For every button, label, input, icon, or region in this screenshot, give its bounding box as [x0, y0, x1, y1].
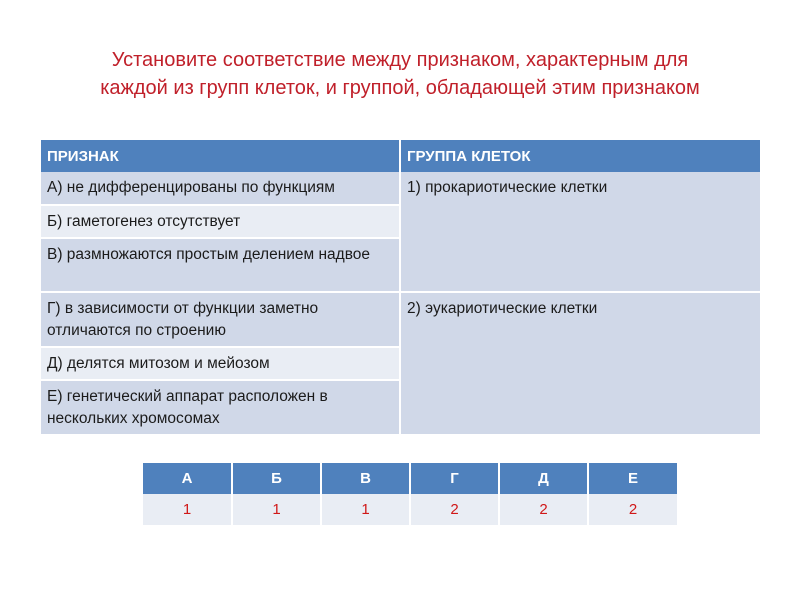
header-cell-group: ГРУППА КЛЕТОК — [400, 140, 760, 172]
answer-value-v: 1 — [321, 494, 410, 525]
answer-value-g: 2 — [410, 494, 499, 525]
feature-v: В) размножаются простым делением надвое — [41, 238, 400, 292]
answer-header-row — [143, 463, 677, 494]
feature-a: А) не дифференцированы по функциям — [41, 172, 400, 205]
answer-value-a: 1 — [143, 494, 232, 525]
answer-value-row — [143, 494, 677, 525]
answer-header-a: А — [143, 463, 232, 494]
answer-header-b: Б — [232, 463, 321, 494]
answer-header-e: Е — [588, 463, 677, 494]
answer-header-g: Г — [410, 463, 499, 494]
header-feature: ПРИЗНАК — [41, 140, 400, 172]
matching-table-header-row — [41, 140, 760, 172]
answer-value-d: 2 — [499, 494, 588, 525]
answer-table — [143, 463, 677, 525]
feature-e: Е) генетический аппарат расположен в нескольких хромосомах — [41, 380, 400, 435]
feature-g: Г) в зависимости от функции заметно отличаются по строению — [41, 292, 400, 347]
answer-value-b: 1 — [232, 494, 321, 525]
title-line-2: каждой из групп клеток, и группой, обладающей этим признаком — [100, 77, 700, 99]
title-line-1: Установите соответствие между признаком, характерным для — [111, 49, 689, 71]
answer-value-e: 2 — [588, 494, 677, 525]
slide-title — [40, 46, 760, 102]
table-row — [41, 292, 760, 347]
matching-table — [41, 140, 760, 436]
answer-header-v: В — [321, 463, 410, 494]
table-row — [41, 172, 760, 205]
group-eukaryotic: 2) эукариотические клетки — [400, 292, 760, 435]
feature-d: Д) делятся митозом и мейозом — [41, 347, 400, 380]
group-prokaryotic: 1) прокариотические клетки — [400, 172, 760, 292]
feature-b: Б) гаметогенез отсутствует — [41, 205, 400, 238]
answer-header-d: Д — [499, 463, 588, 494]
